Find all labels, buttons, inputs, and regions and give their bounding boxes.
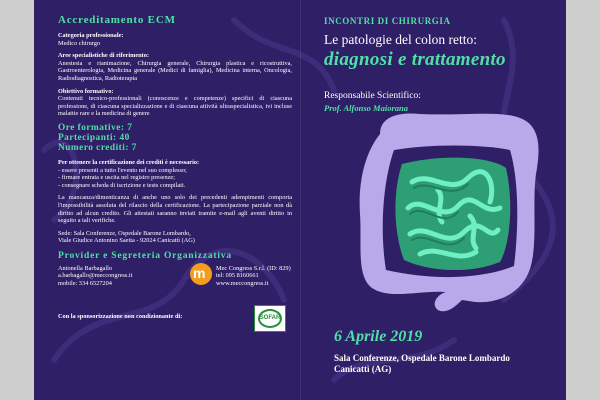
cert-item-1: - essere presenti a tutto l'evento nel suo complesso; — [58, 166, 187, 174]
event-venue-line-1: Sala Conferenze, Ospedale Barone Lombardo — [334, 353, 510, 363]
objective-label: Obiettivo formativo: — [58, 87, 114, 95]
event-kicker: INCONTRI DI CHIRURGIA — [324, 16, 451, 26]
contact-name: Antonella Barbagallo — [58, 264, 113, 272]
sofar-logo — [254, 305, 286, 332]
sponsor-text: Con la sponsorizzazione non condizionante di: — [58, 312, 183, 320]
company-web[interactable]: www.meccongress.it — [216, 280, 269, 288]
responsible-label: Responsabile Scientifico: — [324, 91, 421, 101]
provider-contacts — [58, 265, 292, 301]
responsible-name: Prof. Alfonso Maiorana — [324, 103, 408, 113]
ecm-heading: Accreditamento ECM — [58, 14, 176, 26]
sofar-logo-ring — [258, 309, 282, 328]
contact-mobile: mobile: 334 6527204 — [58, 280, 112, 288]
venue-line-2: Viale Giudice Antonino Saetta - 92024 Canicattì (AG) — [58, 237, 195, 245]
event-venue-line-2: Canicattì (AG) — [334, 364, 392, 374]
sponsor-section — [58, 303, 292, 333]
cert-intro: Per ottenere la certificazione dei crediti è necessario: — [58, 158, 200, 166]
cert-item-2: - firmare entrata e uscita nel registro presenze; — [58, 174, 175, 182]
category-value: Medico chirurgo — [58, 39, 101, 47]
areas-label: Aree specialistiche di riferimento: — [58, 52, 149, 60]
fold-line — [300, 0, 301, 400]
credits-stat: Numero crediti: 7 — [58, 142, 137, 153]
areas-value: Anestesia e rianimazione, Chirurgia generale, Chirurgia plastica e ricostruttiva, Gastroenterologia, Medicina generale (Medici di famiglia), Medicina interna, Oncologia, Radiodiagnostica, Radioterapia — [58, 59, 292, 82]
contact-email[interactable]: a.barbagallo@meccongress.it — [58, 272, 133, 280]
participants-stat: Partecipanti: 40 — [58, 132, 130, 143]
event-venue — [334, 353, 510, 375]
objective-value: Contenuti tecnico-professionali (conoscenze e competenze) specifici di ciascuna professione, di ciascuna specializzazione e di ciascuna attività ultraspecialistica, ivi incluse malattie rare e la medicina di genere — [58, 95, 292, 118]
mec-logo-letter: m — [193, 264, 206, 281]
contact-person — [58, 265, 168, 288]
cert-item-3: - consegnare scheda di iscrizione e tests compilati. — [58, 181, 186, 189]
mec-congress-logo — [190, 263, 212, 285]
event-title: Le patologie del colon retto: — [324, 32, 477, 47]
company-tel: tel: 095 8160661 — [216, 272, 259, 280]
right-panel — [324, 16, 554, 113]
company-name: Mec Congress S.r.l. (ID: 829) — [216, 264, 291, 272]
category-label: Categoria professionale: — [58, 32, 124, 39]
ecm-stats — [58, 123, 292, 153]
sofar-logo-text: SOFAR — [259, 315, 281, 322]
cert-warning: La mancanza/dimenticanza di anche uno solo dei precedenti adempimenti comporta l'impossibilità assoluta del rilascio della certificazione. La partecipazione parziale non dà diritto ad alcun credito. Gli attestati saranno inviati tramite e-mail agli aventi diritto in seguito a tali verifiche. — [58, 194, 292, 225]
colon-illustration — [350, 104, 550, 314]
hours-stat: Ore formative: 7 — [58, 122, 133, 133]
event-date: 6 Aprile 2019 — [334, 328, 423, 345]
left-panel — [58, 14, 292, 333]
provider-heading: Provider e Segreteria Organizzativa — [58, 250, 232, 261]
provider-company — [216, 265, 296, 288]
brochure-sheet — [34, 0, 566, 400]
venue-line-1: Sede: Sala Conferenze, Ospedale Barone Lombardo, — [58, 229, 191, 237]
event-title-highlight: diagnosi e trattamento — [324, 49, 506, 70]
